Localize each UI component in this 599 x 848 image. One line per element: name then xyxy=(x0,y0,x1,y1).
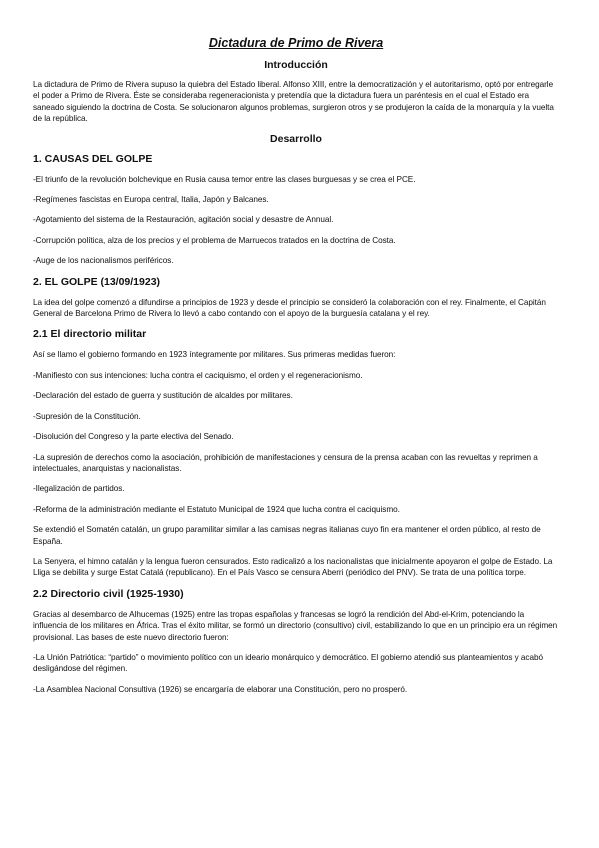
list-item: -El triunfo de la revolución bolchevique en Rusia causa temor entre las clases burguesas y se crea el PCE. xyxy=(33,174,416,184)
list-item: -Manifiesto con sus intenciones: lucha contra el caciquismo, el orden y el regeneracionismo. xyxy=(33,370,363,380)
list-item: -Regímenes fascistas en Europa central, Italia, Japón y Balcanes. xyxy=(33,195,269,205)
list-item: -Agotamiento del sistema de la Restauración, agitación social y desastre de Annual. xyxy=(33,215,334,225)
directorio-militar-intro: Así se llamo el gobierno formando en 1923 íntegramente por militares. Sus primeras medidas fueron: xyxy=(33,350,396,360)
desarrollo-heading: Desarrollo xyxy=(270,132,322,145)
section-heading-causas: 1. CAUSAS DEL GOLPE xyxy=(33,152,153,165)
list-item: -Declaración del estado de guerra y sustitución de alcaldes por militares. xyxy=(33,391,293,401)
section-heading-directorio-militar: 2.1 El directorio militar xyxy=(33,328,147,341)
list-item: -La Unión Patriótica: “partido” o movimiento político con un ideario monárquico y democrático. El gobierno atendió sus planteamientos y acabó desligándose del régimen. xyxy=(33,652,543,674)
list-item: -Corrupción política, alza de los precios y el problema de Marruecos tratados en la doctrina de Costa. xyxy=(33,235,396,245)
section-heading-golpe: 2. EL GOLPE (13/09/1923) xyxy=(33,275,161,288)
golpe-paragraph: La idea del golpe comenzó a difundirse a principios de 1923 y desde el principio se consideró la colaboración con el rey. Finalmente, el Capitán General de Barcelona Primo de Rivera lo llevó a cabo contando con el apoyo de la burguesía catalana y el rey. xyxy=(33,297,546,319)
list-item: -Auge de los nacionalismos periféricos. xyxy=(33,256,174,266)
list-item: -La supresión de derechos como la asociación, prohibición de manifestaciones y censura de la prensa acaban con las revueltas y reprimen a intelectuales, anarquistas y nacionalistas. xyxy=(33,452,538,473)
list-item: -Disolución del Congreso y la parte electiva del Senado. xyxy=(33,432,234,442)
list-item: -Supresión de la Constitución. xyxy=(33,411,141,421)
section-heading-directorio-civil: 2.2 Directorio civil (1925-1930) xyxy=(33,587,184,600)
somaten-paragraph: Se extendió el Somatén catalán, un grupo paramilitar similar a las camisas negras italianas cuyo fin era mantener el orden público, al resto de España. xyxy=(33,525,541,546)
intro-heading: Introducción xyxy=(264,59,328,71)
directorio-civil-intro: Gracias al desembarco de Alhucemas (1925) entre las tropas españolas y francesas se logró la rendición del Abd-el-Krim, potenciando la influencia de los militares en África. Tras el éxito militar, se formó un directorio (consultivo) civil, estabilizando lo que en un principio era un régimen provisional. Las bases de este nuevo directorio fueron: xyxy=(33,609,558,642)
list-item: -Reforma de la administración mediante el Estatuto Municipal de 1924 que lucha contra el caciquismo. xyxy=(33,504,400,514)
intro-paragraph: La dictadura de Primo de Rivera supuso la quiebra del Estado liberal. Alfonso XIII, entre la democratización y el autoritarismo, optó por entregarle el poder a Primo de Rivera. Éste se consideraba regeneracionista y pretendía que la dictadura fuera un paréntesis en el cual el Estado era saneado siguiendo la doctrina de Costa. Se solucionaron algunos problemas, surgieron otros y se produjeron la caída de la monarquía y la vuelta de la república. xyxy=(33,80,554,124)
list-item: -Ilegalización de partidos. xyxy=(33,484,125,494)
list-item: -La Asamblea Nacional Consultiva (1926) se encargaría de elaborar una Constitución, pero no prosperó. xyxy=(33,684,408,694)
document-title: Dictadura de Primo de Rivera xyxy=(208,36,384,50)
senyera-paragraph: La Senyera, el himno catalán y la lengua fueron censurados. Esto radicalizó a los nacionalistas que inicialmente apoyaron el golpe de Estado. La Lliga se debilita y surge Estat Catalá (republicano). En el País Vasco se censura Aberri (periódico del PNV). Se trata de una política torpe. xyxy=(33,556,553,578)
